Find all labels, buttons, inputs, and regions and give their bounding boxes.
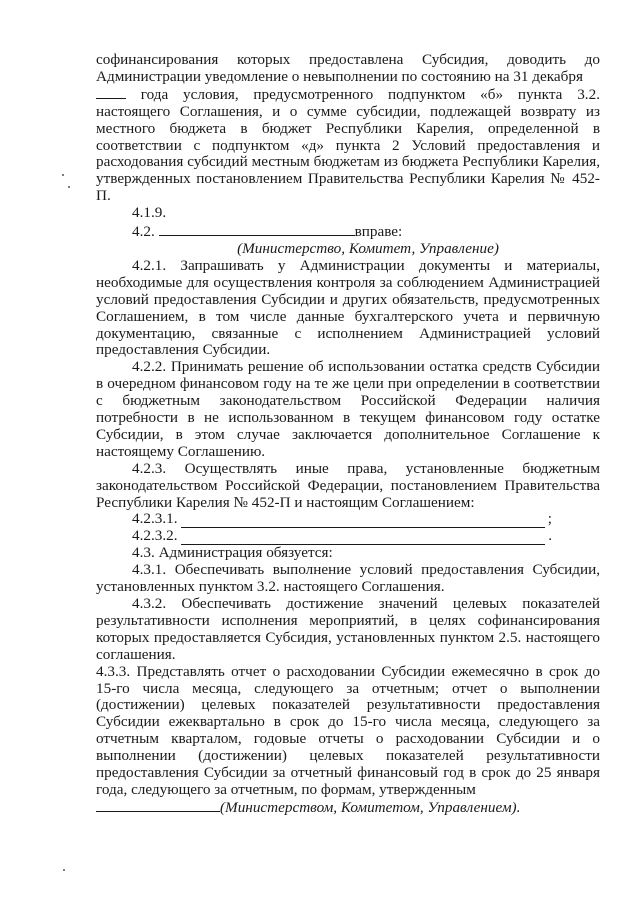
clause-4-2-3-1-row <box>132 511 600 528</box>
clause-4-2-3: 4.2.3. Осуществлять иные права, установленные бюджетным законодательством Российской Федерации, постановлением Правительства Республики Карелия № 452-П и настоящим Соглашением: <box>96 459 600 511</box>
scan-speck <box>68 186 70 188</box>
clause-4-3-2: 4.3.2. Обеспечивать достижение значений целевых показателей результативности исполнения мероприятий, в целях софинансирования которых предоставляется Субсидия, установленных пунктом 2.5. настоящего соглашения. <box>96 595 600 663</box>
document-page <box>96 52 600 817</box>
paragraph-intro-cont <box>96 86 600 205</box>
paragraph-4-3-3 <box>96 664 600 799</box>
paragraph-4-1-9 <box>96 205 600 222</box>
paragraph-4-2-2 <box>96 359 600 460</box>
clause-4-2-2: 4.2.2. Принимать решение об использовании остатка средств Субсидии в очередном финансовом году на те же цели при определении в соответствии с бюджетным законодательством Российской Федерации наличия потребности в не использованном в текущем финансовом году остатке Субсидии, в этом случае заключается дополнительное Соглашение к настоящему Соглашению. <box>96 358 600 460</box>
paragraph-4-3-2 <box>96 596 600 664</box>
clause-4-2-number: 4.2. <box>132 223 155 241</box>
paragraph-4-2 <box>96 223 600 241</box>
clause-4-2-1: 4.2.1. Запрашивать у Администрации документы и материалы, необходимые для осуществления контроля за соблюдением Администрацией условий предоставления Субсидии и других обязательств, предусмотренных Соглашением, в том числе данные бухгалтерского учета и первичную документацию, связанные с исполнением Администрацией условий предоставления Субсидии. <box>96 256 600 359</box>
paragraph-intro <box>96 52 600 86</box>
year-blank <box>96 86 126 99</box>
clause-4-2-right: вправе: <box>354 223 403 241</box>
paragraph-4-2-1 <box>96 258 600 359</box>
authority-blank <box>159 223 355 236</box>
clause-4-2-3-1-blank <box>181 515 545 528</box>
paragraph-4-2-3 <box>96 461 600 512</box>
paragraph-4-3-1 <box>96 562 600 596</box>
scan-speck <box>62 174 64 176</box>
clause-4-2-3-2-end: . <box>548 527 552 545</box>
authority-caption: (Министерство, Комитет, Управление) <box>237 239 499 257</box>
clause-4-2-3-2: 4.2.3.2. <box>132 527 178 545</box>
paragraph-4-3-3-end <box>96 799 600 817</box>
scan-speck <box>63 869 65 871</box>
clause-4-1-9: 4.1.9. <box>132 204 167 222</box>
intro-text: софинансирования которых предоставлена Субсидия, доводить до Администрации уведомление о невыполнении по состоянию на 31 декабря <box>96 51 600 85</box>
clause-4-3: 4.3. Администрация обязуется: <box>132 544 333 562</box>
clause-4-3-3-end: (Министерством, Комитетом, Управлением). <box>220 798 521 816</box>
paragraph-4-3 <box>96 545 600 562</box>
clause-4-2-3-1-end: ; <box>547 510 552 528</box>
clause-4-3-1: 4.3.1. Обеспечивать выполнение условий предоставления Субсидии, установленных пунктом 3.2. настоящего Соглашения. <box>96 561 600 596</box>
clause-4-2-3-1: 4.2.3.1. <box>132 510 178 528</box>
clause-4-3-3: 4.3.3. Представлять отчет о расходовании Субсидии ежемесячно в срок до 15-го числа месяца, следующего за отчетным; отчет о выполнении (достижении) целевых показателей результативности предоставления Субсидии ежеквартально в срок до 15-го числа месяца, следующего за отчетным кварталом, годовые отчеты о расходовании Субсидии и о выполнении (достижении) целевых показателей результативности предоставления Субсидии за отчетный финансовый год в срок до 25 января года, следующего за отчетным, по формам, утвержденным <box>96 662 600 798</box>
intro-text-b: года условия, предусмотренного подпунктом «б» пункта 3.2. настоящего Соглашения, и о сумме субсидии, подлежащей возврату из местного бюджета в бюджет Республики Карелия, определенной в соответствии с подпунктом «д» пункта 2 Условий предоставления и расходования субсидий местным бюджетам из бюджета Республики Карелия, утвержденных постановлением Правительства Республики Карелия № 452-П. <box>96 85 600 205</box>
clause-4-2-3-2-row <box>132 528 600 545</box>
authority-blank-2 <box>96 799 220 812</box>
